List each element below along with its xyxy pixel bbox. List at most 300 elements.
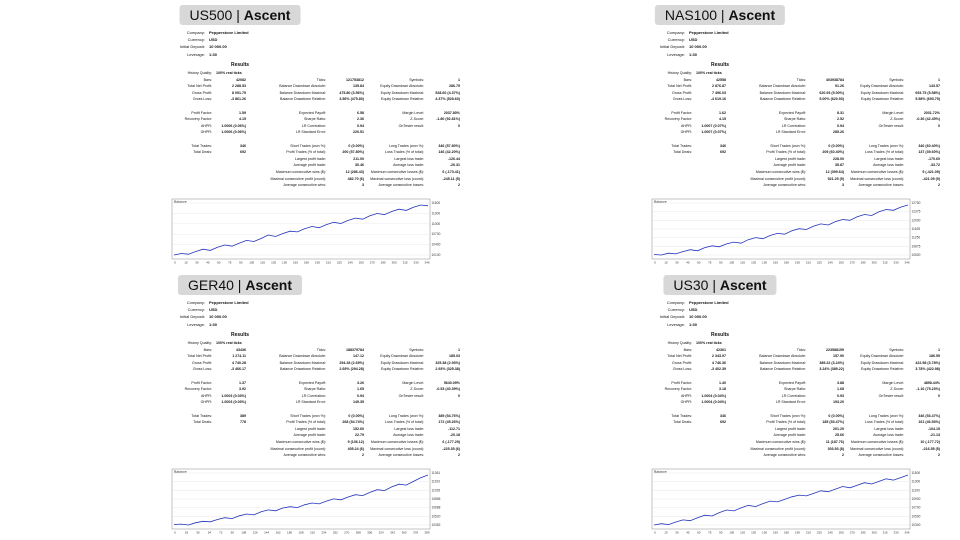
balance-chart [650,468,922,536]
x-tick-label: 60 [697,260,701,265]
header-value: 1:30 [689,51,698,57]
results-value: 403938784 [826,77,844,82]
balance-chart [650,198,922,266]
results-key: Balance Drawdown Absolute: [279,84,326,89]
results-value: 346 (57.80%) [438,143,460,148]
report-header [155,299,249,328]
x-tick-label: 330 [893,530,899,535]
results-value: 42361 [716,347,726,352]
results-row [650,367,940,373]
results-key: Average profit trade: [773,163,806,168]
results-key: Loss Trades (% of total): [385,150,424,155]
results-value: 1.0004 (0.04%) [701,393,726,398]
symbol-name: US500 [189,7,233,23]
results-key: Margin Level: [402,380,424,385]
strategy-name: Ascent [728,7,776,23]
results-value: 0.94 [357,123,364,128]
results-row [170,440,460,446]
results-value: -104.15 [927,426,940,431]
results-key: GHPR: [200,400,212,405]
results-value: 2031.72% [923,110,940,115]
x-tick-label: 60 [697,530,701,535]
results-key: LR Standard Error: [775,130,806,135]
results-row [650,78,940,84]
results-key: Gross Loss: [192,97,212,102]
results-key: Short Trades (won %): [290,413,326,418]
results-key: Equity Drawdown Absolute: [380,354,424,359]
results-key: Profit Trades (% of total): [766,150,806,155]
results-row [170,130,460,136]
results-key: LR Correlation: [781,123,806,128]
results-key: Short Trades (won %): [770,413,806,418]
x-tick-label: 0 [174,530,176,535]
x-tick-label: 162 [275,530,281,535]
results-value: 3 [842,183,844,188]
results-row [650,163,940,169]
x-tick-label: 45 [686,260,690,265]
results-value: 100% real ticks [216,341,242,345]
title-separator: | [708,277,720,293]
results-key: Maximum consecutive losses ($): [370,440,424,444]
results-value: 286.75 [449,84,460,89]
results-key: Maximal consecutive loss (count): [850,446,904,451]
balance-chart-svg [170,468,442,536]
results-key: Equity Drawdown Relative: [861,367,904,372]
panel-title [178,275,302,295]
results-row [170,381,460,387]
y-tick-label: 11300 [911,479,921,484]
x-tick-label: 18 [184,530,189,535]
results-value: 1 [938,347,940,352]
results-row [650,104,940,110]
y-tick-label: 12000 [911,218,921,223]
results-key: Largest profit trade: [294,426,326,431]
header-value: 1:30 [209,321,218,327]
results-key: Maximal consecutive loss (count): [370,446,424,451]
results-value: -216.55 (5) [922,446,940,451]
title-separator: | [232,7,244,23]
results-key: Total Deals: [673,420,692,425]
results-title: Results [230,62,250,68]
header-value: 10 000.00 [689,44,707,50]
results-value: 9 (136.12) [347,440,364,444]
header-key: Initial Deposit: [659,314,685,320]
x-tick-label: 180 [783,260,789,265]
results-row [650,84,940,90]
header-row [155,299,249,306]
x-tick-label: 105 [729,260,735,265]
results-value: 4 746.36 [712,360,726,365]
results-key: Average consecutive losses: [378,453,424,458]
results-value: 0 (0.00%) [828,143,844,148]
y-tick-label: 10400 [431,242,441,247]
x-tick-label: 255 [838,530,844,535]
results-key: Average consecutive losses: [858,183,904,188]
header-key: Company: [666,30,685,35]
results-value: 157.90 [833,354,844,359]
results-value: 22.79 [355,433,364,438]
header-key: Currency: [187,307,205,313]
x-tick-label: 15 [664,260,668,265]
results-value: 228.00 [833,156,844,161]
results-key: OnTester result: [878,123,904,128]
strategy-name: Ascent [245,277,293,293]
results-key: LR Correlation: [301,393,326,398]
report-header [635,299,729,328]
header-key: Currency: [187,37,205,43]
results-key: Average loss trade: [393,163,424,168]
x-tick-label: 216 [309,530,315,535]
results-value: 193.20 [833,400,844,405]
results-key: History Quality: [187,341,212,345]
symbol-name: NAS100 [664,7,718,23]
results-key: LR Standard Error: [295,400,326,405]
results-value: 4.15 [239,117,246,122]
results-value: 3.26 [357,380,364,385]
y-tick-label: 10500 [911,253,921,257]
results-row [170,447,460,453]
header-value: 10 000.00 [209,44,227,50]
results-key: Profit Trades (% of total): [286,150,326,155]
results-value: 1.0006 (0.06%) [221,130,246,135]
results-row [650,150,940,156]
results-key: Largest profit trade: [294,156,326,161]
results-key: Maximum consecutive wins ($): [755,170,806,174]
results-key: Equity Drawdown Maximal: [860,90,904,95]
results-row [650,137,940,143]
chart-label: Balance [654,470,667,474]
results-value: 12 (286.43) [345,170,364,174]
x-tick-label: 270 [849,260,855,265]
results-key: Gross Profit: [192,360,212,365]
header-key: Initial Deposit: [179,44,205,50]
results-key: Profit Factor: [191,110,212,115]
results-value: 4 740.28 [232,360,246,365]
x-tick-label: 120 [740,530,746,535]
x-tick-label: 150 [762,530,768,535]
results-key: OnTester result: [398,123,424,128]
results-key: Maximum consecutive losses ($): [370,170,424,174]
results-value: 346 [720,413,726,418]
x-tick-label: 60 [217,260,221,265]
results-key: OnTester result: [398,393,424,398]
results-value: 220.51 [353,130,364,135]
x-tick-label: 315 [402,260,408,265]
results-row [650,400,940,406]
title-separator: | [233,277,246,293]
x-tick-label: 135 [751,260,757,265]
results-value: 2 288.53 [232,84,246,89]
results-key: Equity Drawdown Maximal: [380,360,424,365]
y-tick-label: 10300 [911,523,921,527]
results-value: 3.18 [719,387,726,392]
results-key: Recovery Factor: [664,387,692,392]
results-row [650,447,940,453]
results-key: Maximal consecutive profit (count): [270,176,326,181]
header-value: 1:30 [209,51,218,57]
results-value: 186.59 [929,354,940,359]
results-value: 1.0003 (0.03%) [221,393,246,398]
results-value: 137 (39.60%) [918,150,940,155]
results-value: 3.92 [239,387,246,392]
x-tick-label: 324 [378,530,384,535]
header-value: USD [689,307,698,313]
results-key: History Quality: [667,341,692,345]
results-row [170,453,460,459]
results-key: Profit Trades (% of total): [766,420,806,425]
results-key: Gross Loss: [192,367,212,372]
results-row [650,71,940,77]
results-row [650,381,940,387]
header-value: USD [209,307,218,313]
results-key: Equity Drawdown Relative: [381,367,424,372]
header-value: USD [689,37,698,43]
x-tick-label: 90 [719,260,723,265]
results-value: 185 (53.47%) [822,420,844,425]
results-value: 12 (399.64) [825,170,844,174]
results-value: 146 (42.20%) [438,150,460,155]
results-value: 0 (0.00%) [348,413,364,418]
results-row [170,400,460,406]
results-value: 1.65 [357,387,364,392]
results-key: Maximum consecutive wins ($): [755,440,806,444]
results-row [650,124,940,130]
results-row [650,157,940,163]
results-row [650,374,940,380]
results-key: Total Trades: [191,143,212,148]
header-key: Company: [666,300,685,305]
results-key: LR Correlation: [781,393,806,398]
header-value: 10 000.00 [209,314,227,320]
results-row [650,111,940,117]
results-value: 2 [362,453,364,458]
results-key: Maximal consecutive loss (count): [850,176,904,181]
results-key: Total Deals: [673,150,692,155]
results-key: Expected Payoff: [778,110,806,115]
header-row [155,306,249,313]
results-key: Maximum consecutive losses ($): [850,440,904,444]
x-tick-label: 36 [196,530,200,535]
results-value: -3 861.26 [230,97,246,102]
x-tick-label: 108 [241,530,247,535]
results-value: 143.57 [929,84,940,89]
header-row [155,313,249,320]
chart-label: Balance [174,200,187,204]
results-key: Balance Drawdown Maximal: [279,360,326,365]
results-value: -21.13 [929,433,940,438]
y-tick-label: 11625 [911,227,921,231]
results-row [650,407,940,413]
results-value: 2037.80% [443,110,460,115]
results-key: Recovery Factor: [184,117,212,122]
results-value: 2 876.87 [712,84,726,89]
results-value: 30.46 [355,163,364,168]
x-tick-label: 210 [325,260,331,265]
results-key: Average consecutive wins: [283,453,326,458]
y-tick-label: 11300 [431,211,441,216]
x-tick-label: 150 [762,260,768,265]
x-tick-label: 135 [751,530,757,535]
results-value: 188379784 [346,347,364,352]
results-value: 1.0007 (0.07%) [701,123,726,128]
results-key: AHPR: [201,123,212,128]
report-panel-us500 [0,0,480,270]
results-row [650,420,940,426]
y-tick-label: 10856 [431,497,441,501]
results-row [170,150,460,156]
results-row [650,354,940,360]
results-table [650,341,940,461]
results-value: 3.24% (389.22) [819,367,844,372]
results-value: -225.35 (6) [442,446,460,451]
results-value: 135.84 [353,84,364,89]
results-key: Z-Score: [410,117,424,122]
results-value: -3 402.39 [710,367,726,372]
results-key: LR Standard Error: [775,400,806,405]
results-value: 693.75 (5.58%) [915,90,940,95]
results-value: 6.58 [357,110,364,115]
report-panel-nas100 [480,0,960,270]
results-key: AHPR: [681,393,692,398]
x-tick-label: 105 [249,260,255,265]
results-key: GHPR: [200,130,212,135]
x-tick-label: 342 [390,530,396,535]
x-tick-label: 120 [740,260,746,265]
results-key: Symbols: [889,347,904,352]
results-row [170,71,460,77]
results-key: Profit Trades (% of total): [286,420,326,425]
x-tick-label: 389 [424,530,430,535]
results-value: 4.37% (528.60) [435,97,460,102]
results-key: Sharpe Ratio: [304,117,326,122]
x-tick-label: 15 [664,530,668,535]
x-tick-label: 225 [816,260,822,265]
results-row [170,361,460,367]
results-key: Profit Factor: [671,110,692,115]
header-key: Initial Deposit: [179,314,205,320]
results-key: Symbols: [409,77,424,82]
results-value: -421.09 (9) [922,176,940,181]
header-row [635,51,729,58]
results-row [170,170,460,176]
x-tick-label: 165 [293,260,299,265]
x-tick-label: 0 [174,260,176,265]
results-value: 1 [458,77,460,82]
results-key: Total Net Profit: [667,354,692,359]
results-value: 7 496.03 [712,90,726,95]
results-key: Average loss trade: [873,163,904,168]
results-value: 1.0004 (0.04%) [701,400,726,405]
results-key: Equity Drawdown Absolute: [860,84,904,89]
results-key: Z-Score: [410,387,424,392]
results-key: Total Net Profit: [187,84,212,89]
results-value: 346 [720,143,726,148]
results-key: Z-Score: [890,387,904,392]
results-key: Balance Drawdown Maximal: [279,90,326,95]
x-tick-label: 180 [783,530,789,535]
header-value: Pepperstone Limited [689,300,729,305]
results-value: 2 [938,183,940,188]
results-key: Long Trades (won %): [868,413,904,418]
results-value: 2.36 [357,117,364,122]
results-value: 268 (54.74%) [342,420,364,425]
results-value: 5.00% (620.93) [819,97,844,102]
results-value: 2.93% (325.38) [435,367,460,372]
results-key: AHPR: [201,393,212,398]
results-row [170,354,460,360]
results-row [650,177,940,183]
results-key: Balance Drawdown Absolute: [759,84,806,89]
results-key: Sharpe Ratio: [784,387,806,392]
header-row [155,29,249,36]
results-value: 0.93 [837,393,844,398]
x-tick-label: 195 [314,260,320,265]
x-tick-label: 90 [230,530,234,535]
results-key: Equity Drawdown Relative: [381,97,424,102]
results-value: 0 [458,393,460,398]
header-value: Pepperstone Limited [209,30,249,35]
results-key: Expected Payoff: [298,110,326,115]
results-key: Sharpe Ratio: [304,387,326,392]
y-tick-label: 11600 [431,201,441,205]
results-row [170,177,460,183]
report-panel-us30 [480,270,960,540]
results-row [170,407,460,413]
symbol-name: US30 [673,277,709,293]
x-tick-label: 315 [882,530,888,535]
results-row [650,394,940,400]
results-row [170,157,460,163]
results-key: Equity Drawdown Maximal: [860,360,904,365]
results-row [170,341,460,347]
x-tick-label: 255 [838,260,844,265]
results-key: Gross Loss: [672,367,692,372]
results-value: -0.53 (40.39%) [436,387,460,392]
results-key: Equity Drawdown Absolute: [860,354,904,359]
results-row [650,117,940,123]
results-value: 3.88 [837,380,844,385]
results-key: History Quality: [187,71,212,75]
results-value: 3 [362,183,364,188]
results-value: 0 [938,393,940,398]
header-key: Company: [186,30,205,35]
results-key: Margin Level: [402,110,424,115]
results-key: Average consecutive losses: [858,453,904,458]
x-tick-label: 240 [347,260,353,265]
results-key: Largest loss trade: [394,156,424,161]
results-key: Largest profit trade: [774,426,806,431]
results-table [650,71,940,191]
y-tick-label: 10500 [911,514,921,519]
results-value: 0 [938,123,940,128]
results-row [170,433,460,439]
x-tick-label: 240 [827,530,833,535]
results-key: GHPR: [680,130,692,135]
x-tick-label: 75 [708,530,712,535]
results-value: -1.80 (92.81%) [436,117,460,122]
header-key: Currency: [667,37,685,43]
results-row [650,361,940,367]
x-tick-label: 165 [773,530,779,535]
results-row [170,97,460,103]
x-tick-label: 210 [805,260,811,265]
results-value: 3.78% (422.98) [915,367,940,372]
x-tick-label: 144 [264,530,270,535]
balance-chart-svg [170,198,442,266]
results-key: Long Trades (won %): [388,143,424,148]
x-tick-label: 150 [282,260,288,265]
header-row [635,321,729,328]
